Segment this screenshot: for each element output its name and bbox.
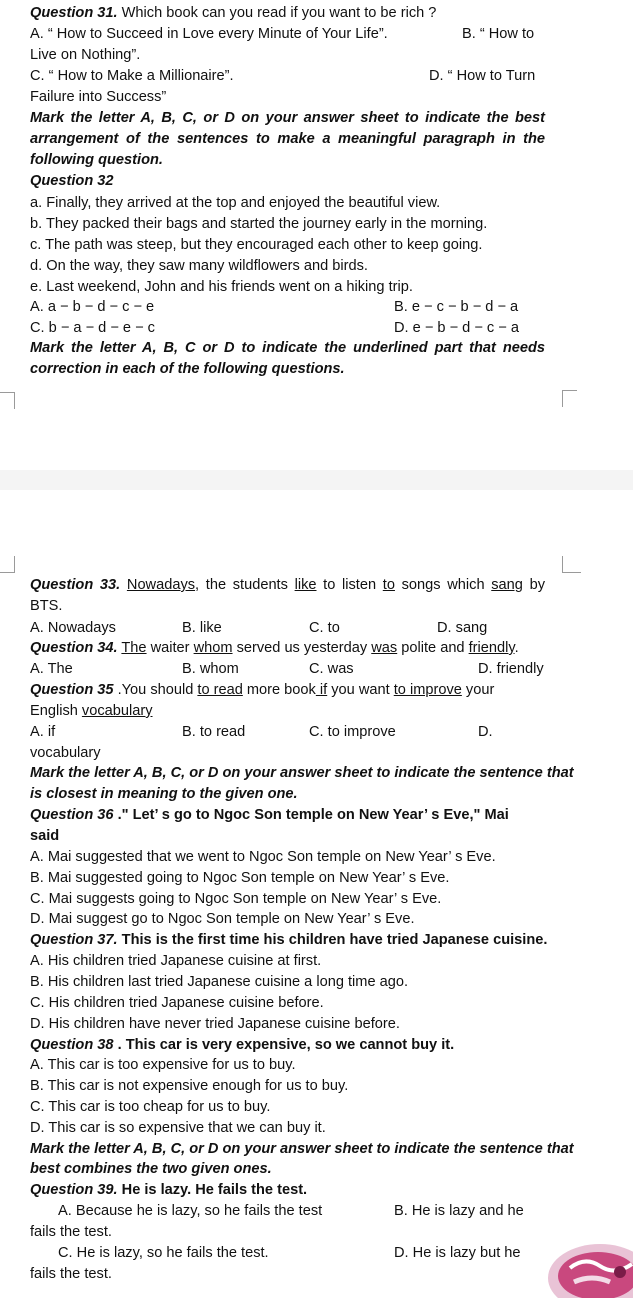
- q35-option-b: B. to read: [182, 724, 246, 740]
- q36-option-d: D. Mai suggest go to Ngoc Son temple on New Year’ s Eve.: [30, 911, 415, 927]
- q39-option-d: D. He is lazy but he: [394, 1245, 521, 1261]
- q32-sentence-c: c. The path was steep, but they encouraged each other to keep going.: [30, 237, 483, 253]
- q35-stem: Question 35 .You should to read more book if you want to improve your: [30, 682, 495, 698]
- q34-option-a: A. The: [30, 661, 73, 677]
- q38-option-a: A. This car is too expensive for us to buy.: [30, 1057, 296, 1073]
- q38-stem: Question 38 . This car is very expensive, so we cannot buy it.: [30, 1037, 455, 1053]
- instruction-combine-2: best combines the two given ones.: [30, 1161, 272, 1177]
- q31-option-c: C. “ How to Make a Millionaire”.: [30, 68, 234, 84]
- instruction-closest-2: is closest in meaning to the given one.: [30, 786, 298, 802]
- q32-sentence-d: d. On the way, they saw many wildflowers and birds.: [30, 258, 368, 274]
- q36-title: Question 36: [30, 807, 114, 823]
- q32-sentence-a: a. Finally, they arrived at the top and enjoyed the beautiful view.: [30, 195, 441, 211]
- q35-option-a: A. if: [30, 724, 56, 740]
- q31-option-b: B. “ How to: [462, 26, 535, 42]
- scan-corner-bottom-right: [562, 556, 581, 573]
- q34-stem: Question 34. The waiter whom served us yesterday was polite and friendly.: [30, 640, 519, 656]
- q31-title: Question 31.: [30, 5, 118, 21]
- q33-option-b: B. like: [182, 620, 222, 636]
- q36-stem: Question 36 ." Let’ s go to Ngoc Son temple on New Year’ s Eve," Mai: [30, 807, 509, 823]
- q35-option-c: C. to improve: [309, 724, 396, 740]
- q32-option-c: C. b − a − d − e − c: [30, 320, 155, 336]
- q32-option-a: A. a − b − d − c − e: [30, 299, 155, 315]
- q39-option-c: C. He is lazy, so he fails the test.: [58, 1245, 269, 1261]
- q36-option-b: B. Mai suggested going to Ngoc Son temple on New Year’ s Eve.: [30, 870, 450, 886]
- q33-option-a: A. Nowadays: [30, 620, 116, 636]
- q33-stem-cont: BTS.: [30, 598, 63, 614]
- q36-option-c: C. Mai suggests going to Ngoc Son temple on New Year’ s Eve.: [30, 891, 442, 907]
- q33-option-c: C. to: [309, 620, 340, 636]
- q33-underlined-c: to: [382, 577, 395, 593]
- q38-option-b: B. This car is not expensive enough for us to buy.: [30, 1078, 349, 1094]
- q38-option-c: C. This car is too cheap for us to buy.: [30, 1099, 271, 1115]
- scan-corner-top-right: [562, 390, 577, 407]
- q39-option-b: B. He is lazy and he: [394, 1203, 524, 1219]
- q32-option-d: D. e − b − d − c − a: [394, 320, 519, 336]
- q35-stem-cont: English vocabulary: [30, 703, 153, 719]
- q39-stem: Question 39. He is lazy. He fails the test.: [30, 1182, 308, 1198]
- q32-sentence-b: b. They packed their bags and started the journey early in the morning.: [30, 216, 488, 232]
- q31-option-a: A. “ How to Succeed in Love every Minute of Your Life”.: [30, 26, 388, 42]
- q34-option-d: D. friendly: [478, 661, 544, 677]
- q37-option-c: C. His children tried Japanese cuisine before.: [30, 995, 324, 1011]
- q35-underlined-c: to improve: [393, 682, 462, 698]
- q33-underlined-a: Nowadays: [126, 577, 196, 593]
- q39-option-b-cont: fails the test.: [30, 1224, 112, 1240]
- decorative-sticker-icon: [540, 1238, 633, 1298]
- q34-underlined-a: The: [121, 640, 147, 656]
- q32-title: Question 32: [30, 173, 114, 189]
- instruction-closest-1: Mark the letter A, B, C, or D on your answer sheet to indicate the sentence that: [30, 765, 574, 781]
- q32-sentence-e: e. Last weekend, John and his friends went on a hiking trip.: [30, 279, 413, 295]
- q36-stem-cont: said: [30, 828, 60, 844]
- q34-underlined-d: friendly: [468, 640, 515, 656]
- q37-option-a: A. His children tried Japanese cuisine at first.: [30, 953, 322, 969]
- q36-option-a: A. Mai suggested that we went to Ngoc Son temple on New Year’ s Eve.: [30, 849, 496, 865]
- instruction-arrangement-2: arrangement of the sentences to make a meaningful paragraph in the: [30, 131, 545, 147]
- instruction-correction-1: Mark the letter A, B, C or D to indicate the underlined part that needs: [30, 340, 545, 356]
- q33-underlined-b: like: [294, 577, 317, 593]
- instruction-arrangement-1: Mark the letter A, B, C, or D on your answer sheet to indicate the best: [30, 110, 545, 126]
- q35-option-d: D.: [478, 724, 493, 740]
- q33-title: Question 33.: [30, 577, 121, 593]
- q35-underlined-b: if: [315, 682, 328, 698]
- q39-option-d-cont: fails the test.: [30, 1266, 112, 1282]
- scan-gap-band: [0, 470, 633, 490]
- q33-underlined-d: sang: [491, 577, 523, 593]
- q39-option-a: A. Because he is lazy, so he fails the test: [58, 1203, 323, 1219]
- instruction-arrangement-3: following question.: [30, 152, 163, 168]
- q32-option-b: B. e − c − b − d − a: [394, 299, 519, 315]
- q37-stem: Question 37. This is the first time his children have tried Japanese cuisine.: [30, 932, 548, 948]
- q33-option-d: D. sang: [437, 620, 488, 636]
- q37-option-d: D. His children have never tried Japanese cuisine before.: [30, 1016, 400, 1032]
- q34-title: Question 34.: [30, 640, 118, 656]
- q35-title: Question 35: [30, 682, 114, 698]
- q31-option-d-cont: Failure into Success”: [30, 89, 167, 105]
- q35-underlined-a: to read: [197, 682, 243, 698]
- q38-option-d: D. This car is so expensive that we can buy it.: [30, 1120, 326, 1136]
- instruction-combine-1: Mark the letter A, B, C, or D on your answer sheet to indicate the sentence that: [30, 1141, 574, 1157]
- q31-option-d: D. “ How to Turn: [429, 68, 536, 84]
- q35-underlined-d: vocabulary: [81, 703, 153, 719]
- scan-corner-top-left: [0, 392, 15, 409]
- q34-option-b: B. whom: [182, 661, 239, 677]
- instruction-correction-2: correction in each of the following questions.: [30, 361, 345, 377]
- q33-stem: Question 33. Nowadays, the students like to listen to songs which sang by: [30, 577, 545, 593]
- q37-title: Question 37.: [30, 932, 118, 948]
- q31-stem: Question 31. Which book can you read if you want to be rich ?: [30, 5, 437, 21]
- q34-underlined-c: was: [371, 640, 398, 656]
- q38-title: Question 38: [30, 1037, 114, 1053]
- scan-corner-bottom-left: [0, 556, 15, 573]
- q34-underlined-b: whom: [193, 640, 233, 656]
- q37-option-b: B. His children last tried Japanese cuisine a long time ago.: [30, 974, 409, 990]
- q39-title: Question 39.: [30, 1182, 118, 1198]
- q35-option-d-cont: vocabulary: [30, 745, 101, 761]
- q34-option-c: C. was: [309, 661, 354, 677]
- q31-option-b-cont: Live on Nothing”.: [30, 47, 141, 63]
